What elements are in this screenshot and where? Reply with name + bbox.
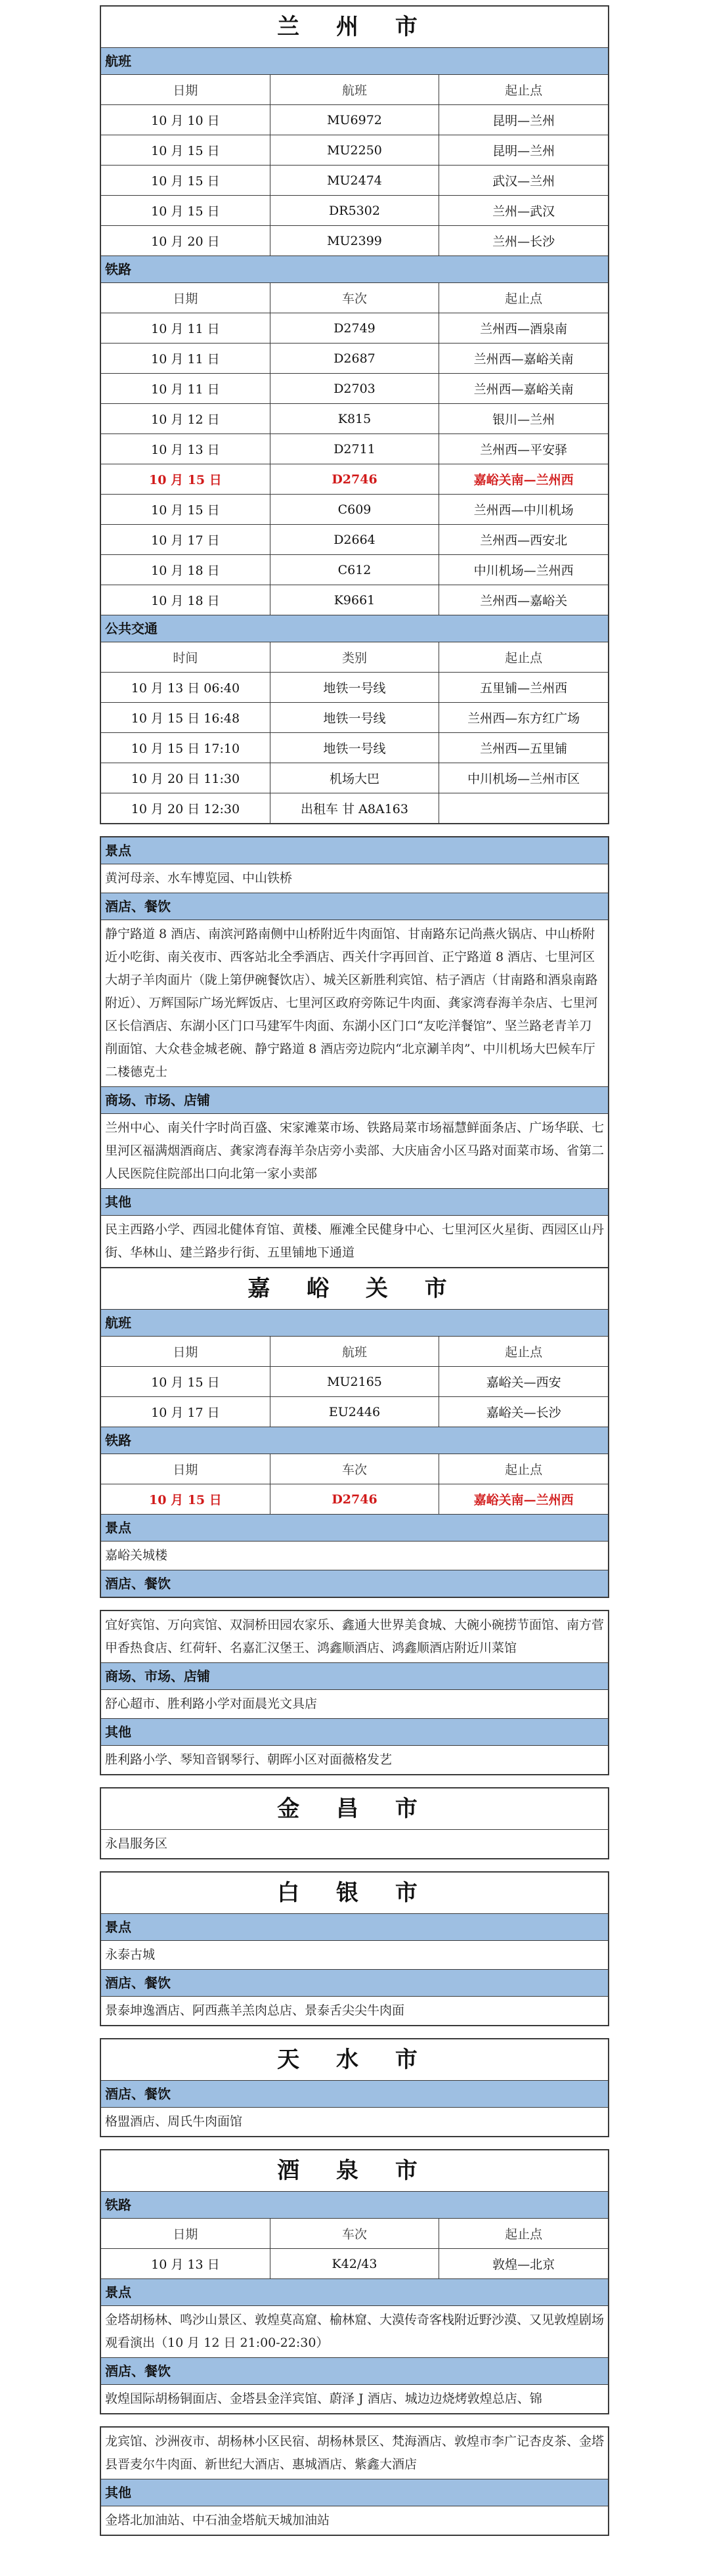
col-header: 日期: [101, 283, 270, 313]
city-block-jiuquan-cont: [100, 2426, 609, 2536]
type-cell: 地铁一号线: [270, 673, 439, 703]
type-cell: 地铁一号线: [270, 733, 439, 763]
section-header-hotels: 酒店、餐饮: [101, 2080, 608, 2107]
scenic-text: 黄河母亲、水车博览园、中山铁桥: [101, 864, 608, 893]
flights-table: [101, 1336, 608, 1427]
date-cell: 10 月 15 日: [101, 196, 270, 226]
flight-cell: MU2250: [270, 135, 439, 166]
flight-cell: MU2165: [270, 1367, 439, 1397]
flight-cell: MU6972: [270, 105, 439, 135]
date-cell: 10 月 13 日: [101, 2249, 270, 2279]
route-cell: 嘉峪关南—兰州西: [439, 1484, 608, 1515]
route-cell: 昆明—兰州: [439, 135, 608, 166]
section-header-shops: 商场、市场、店铺: [101, 1086, 608, 1113]
city-block-baiyin: [100, 1871, 609, 2026]
route-cell: 敦煌—北京: [439, 2249, 608, 2279]
col-header: 起止点: [439, 642, 608, 673]
col-header: 日期: [101, 1337, 270, 1367]
section-header-rail: 铁路: [101, 2191, 608, 2218]
route-cell: 兰州—武汉: [439, 196, 608, 226]
rail-table: [101, 1454, 608, 1514]
route-cell: 兰州西—嘉峪关南: [439, 374, 608, 404]
section-header-hotels: 酒店、餐饮: [101, 1969, 608, 1996]
section-header-other: 其他: [101, 1718, 608, 1745]
col-header: 日期: [101, 2219, 270, 2249]
route-cell: 兰州西—西安北: [439, 525, 608, 555]
section-header-hotels: 酒店、餐饮: [101, 1570, 608, 1597]
route-cell: 兰州西—嘉峪关: [439, 585, 608, 615]
date-cell: 10 月 13 日: [101, 434, 270, 464]
col-header: 日期: [101, 75, 270, 105]
route-cell: 兰州—长沙: [439, 226, 608, 256]
table-header-row: [101, 1454, 608, 1484]
date-cell: 10 月 18 日: [101, 555, 270, 585]
table-header-row: [101, 2219, 608, 2249]
col-header: 航班: [270, 1337, 439, 1367]
date-cell: 10 月 10 日: [101, 105, 270, 135]
table-row: [101, 196, 608, 226]
transit-table: [101, 642, 608, 823]
table-header-row: [101, 283, 608, 313]
other-text: 民主西路小学、西园北健体育馆、黄楼、雁滩全民健身中心、七里河区火星街、西园区山丹街、华林山、建兰路步行街、五里铺地下通道: [101, 1215, 608, 1267]
col-header: 时间: [101, 642, 270, 673]
col-header: 起止点: [439, 1454, 608, 1484]
table-row: [101, 135, 608, 166]
city-title: 天 水 市: [277, 2047, 432, 2073]
city-block-jinchang: [100, 1787, 609, 1859]
date-cell: 10 月 15 日: [101, 464, 270, 495]
route-cell: 兰州西—嘉峪关南: [439, 344, 608, 374]
section-header-hotels: 酒店、餐饮: [101, 893, 608, 920]
route-cell: 昆明—兰州: [439, 105, 608, 135]
train-cell: K9661: [270, 585, 439, 615]
date-cell: 10 月 11 日: [101, 374, 270, 404]
route-cell: 银川—兰州: [439, 404, 608, 434]
shops-text: 兰州中心、南关什字时尚百盛、宋家滩菜市场、铁路局菜市场福慧鲜面条店、广场华联、七里河区福满烟酒商店、龚家湾春海羊杂店旁小卖部、大庆庙舍小区马路对面菜市场、省第二人民医院住院部出口向北第一家小卖部: [101, 1113, 608, 1188]
hotels-text-part1: 敦煌国际胡杨铜面店、金塔县金洋宾馆、蔚泽 J 酒店、城边边烧烤敦煌总店、锦: [101, 2384, 608, 2413]
table-row: [101, 374, 608, 404]
table-header-row: [101, 1337, 608, 1367]
train-cell: C612: [270, 555, 439, 585]
city-block-lanzhou-places: [100, 836, 609, 1268]
date-cell: 10 月 15 日: [101, 135, 270, 166]
train-cell: D2746: [270, 464, 439, 495]
section-header-flights: 航班: [101, 1309, 608, 1336]
place-text: 永昌服务区: [101, 1829, 608, 1858]
hotels-text: 景泰坤逸酒店、阿西燕羊羔肉总店、景泰舌尖尖牛肉面: [101, 1996, 608, 2025]
rail-table: [101, 2218, 608, 2278]
route-cell: 兰州西—东方红广场: [439, 703, 608, 733]
table-row: [101, 555, 608, 585]
train-cell: D2703: [270, 374, 439, 404]
train-cell: D2664: [270, 525, 439, 555]
section-header-scenic: 景点: [101, 837, 608, 864]
hotels-text: 格盟酒店、周氏牛肉面馆: [101, 2107, 608, 2136]
scenic-text: 嘉峪关城楼: [101, 1541, 608, 1570]
table-row-highlighted: [101, 464, 608, 495]
table-row: [101, 166, 608, 196]
route-cell: 五里铺—兰州西: [439, 673, 608, 703]
section-header-scenic: 景点: [101, 2278, 608, 2305]
flights-table: [101, 74, 608, 255]
table-row: [101, 404, 608, 434]
train-cell: D2749: [270, 313, 439, 344]
table-row: [101, 495, 608, 525]
itinerary-page: [100, 5, 609, 2536]
table-row: [101, 2249, 608, 2279]
table-row: [101, 105, 608, 135]
type-cell: 地铁一号线: [270, 703, 439, 733]
section-header-transit: 公共交通: [101, 615, 608, 642]
section-header-other: 其他: [101, 1188, 608, 1215]
section-header-rail: 铁路: [101, 1427, 608, 1454]
hotels-text: 静宁路道 8 酒店、南滨河路南侧中山桥附近牛肉面馆、甘南路东记尚燕火锅店、中山桥附近小吃街、南关夜市、西客站北全季酒店、西关什字再回首、正宁路道 8 酒店、七里河区大胡子羊肉面片（陇上第伊碗餐饮店）、城关区新胜利宾馆、桔子酒店（甘南路和酒泉南路附近）、万辉国际广场光辉饭店、七里河区政府旁陈记牛肉面、龚家湾春海羊杂店、七里河区长信酒店、东湖小区门口马建军牛肉面、东湖小区门口“友吃洋餐馆”、坚兰路老青羊刀削面馆、大众巷金城老碗、静宁路道 8 酒店旁边院内“北京涮羊肉”、中川机场大巴候车厅二楼德克士: [101, 920, 608, 1086]
hotels-text-part2: 龙宾馆、沙洲夜市、胡杨林小区民宿、胡杨林景区、梵海酒店、敦煌市李广记杏皮茶、金塔县晋麦尔牛肉面、新世纪大酒店、惠城酒店、紫鑫大酒店: [105, 2434, 605, 2472]
date-cell: 10 月 15 日: [101, 166, 270, 196]
train-cell: K815: [270, 404, 439, 434]
rail-table: [101, 282, 608, 615]
route-cell: 中川机场—兰州市区: [439, 763, 608, 793]
city-title: 金 昌 市: [277, 1796, 432, 1822]
time-cell: 10 月 15 日 16:48: [101, 703, 270, 733]
date-cell: 10 月 15 日: [101, 495, 270, 525]
col-header: 车次: [270, 1454, 439, 1484]
other-text: 金塔北加油站、中石油金塔航天城加油站: [101, 2506, 608, 2535]
flight-cell: MU2399: [270, 226, 439, 256]
train-cell: C609: [270, 495, 439, 525]
route-cell: 中川机场—兰州西: [439, 555, 608, 585]
time-cell: 10 月 20 日 12:30: [101, 793, 270, 824]
col-header: 航班: [270, 75, 439, 105]
date-cell: 10 月 17 日: [101, 525, 270, 555]
shops-text: 舒心超市、胜利路小学对面晨光文具店: [101, 1689, 608, 1718]
table-row: [101, 313, 608, 344]
date-cell: 10 月 15 日: [101, 1367, 270, 1397]
table-row: [101, 434, 608, 464]
col-header: 类别: [270, 642, 439, 673]
route-cell: 兰州西—平安驿: [439, 434, 608, 464]
section-header-scenic: 景点: [101, 1913, 608, 1940]
table-row: [101, 226, 608, 256]
city-block-tianshui: [100, 2038, 609, 2137]
date-cell: 10 月 20 日: [101, 226, 270, 256]
section-header-shops: 商场、市场、店铺: [101, 1662, 608, 1689]
table-row: [101, 703, 608, 733]
table-header-row: [101, 642, 608, 673]
date-cell: 10 月 12 日: [101, 404, 270, 434]
table-row-highlighted: [101, 1484, 608, 1515]
table-header-row: [101, 75, 608, 105]
date-cell: 10 月 17 日: [101, 1397, 270, 1427]
table-row: [101, 1397, 608, 1427]
route-cell: 兰州西—酒泉南: [439, 313, 608, 344]
route-cell: 嘉峪关南—兰州西: [439, 464, 608, 495]
hotels-text: 宜好宾馆、万向宾馆、双洞桥田园农家乐、鑫通大世界美食城、大碗小碗捞节面馆、南方菅甲香热食店、红荷轩、名嘉汇汉堡王、鸿鑫顺酒店、鸿鑫顺酒店附近川菜馆: [105, 1618, 605, 1655]
other-text: 胜利路小学、琴知音钢琴行、朝晖小区对面薇格发艺: [101, 1745, 608, 1774]
date-cell: 10 月 18 日: [101, 585, 270, 615]
city-block-jiayuguan: [100, 1268, 609, 1598]
city-title: 嘉 峪 关 市: [247, 1276, 462, 1302]
city-title: 兰 州 市: [277, 14, 432, 40]
time-cell: 10 月 20 日 11:30: [101, 763, 270, 793]
city-block-jiayuguan-places: [100, 1610, 609, 1775]
col-header: 车次: [270, 2219, 439, 2249]
date-cell: 10 月 15 日: [101, 1484, 270, 1515]
table-row: [101, 733, 608, 763]
city-title: 白 银 市: [277, 1880, 432, 1906]
route-cell: 武汉—兰州: [439, 166, 608, 196]
section-header-flights: 航班: [101, 47, 608, 74]
route-cell: 嘉峪关—西安: [439, 1367, 608, 1397]
section-header-hotels: 酒店、餐饮: [101, 2357, 608, 2384]
date-cell: 10 月 11 日: [101, 313, 270, 344]
scenic-text: 金塔胡杨林、鸣沙山景区、敦煌莫高窟、榆林窟、大漠传奇客栈附近野沙漠、又见敦煌剧场观看演出（10 月 12 日 21:00-22:30）: [101, 2305, 608, 2357]
col-header: 日期: [101, 1454, 270, 1484]
col-header: 起止点: [439, 1337, 608, 1367]
section-header-scenic: 景点: [101, 1514, 608, 1541]
time-cell: 10 月 15 日 17:10: [101, 733, 270, 763]
table-row: [101, 1367, 608, 1397]
table-row: [101, 344, 608, 374]
city-block-jiuquan: [100, 2149, 609, 2414]
table-row: [101, 793, 608, 824]
col-header: 车次: [270, 283, 439, 313]
time-cell: 10 月 13 日 06:40: [101, 673, 270, 703]
date-cell: 10 月 11 日: [101, 344, 270, 374]
route-cell: [439, 793, 608, 824]
type-cell: 出租车 甘 A8A163: [270, 793, 439, 824]
train-cell: K42/43: [270, 2249, 439, 2279]
col-header: 起止点: [439, 2219, 608, 2249]
route-cell: 嘉峪关—长沙: [439, 1397, 608, 1427]
city-title: 酒 泉 市: [277, 2158, 432, 2184]
scenic-text: 永泰古城: [101, 1940, 608, 1969]
train-cell: D2687: [270, 344, 439, 374]
table-row: [101, 763, 608, 793]
table-row: [101, 585, 608, 615]
flight-cell: DR5302: [270, 196, 439, 226]
section-header-rail: 铁路: [101, 255, 608, 282]
section-header-other: 其他: [101, 2479, 608, 2506]
table-row: [101, 525, 608, 555]
col-header: 起止点: [439, 75, 608, 105]
city-block-lanzhou: [100, 5, 609, 824]
route-cell: 兰州西—五里铺: [439, 733, 608, 763]
type-cell: 机场大巴: [270, 763, 439, 793]
train-cell: D2746: [270, 1484, 439, 1515]
flight-cell: EU2446: [270, 1397, 439, 1427]
train-cell: D2711: [270, 434, 439, 464]
table-row: [101, 673, 608, 703]
route-cell: 兰州西—中川机场: [439, 495, 608, 525]
col-header: 起止点: [439, 283, 608, 313]
flight-cell: MU2474: [270, 166, 439, 196]
